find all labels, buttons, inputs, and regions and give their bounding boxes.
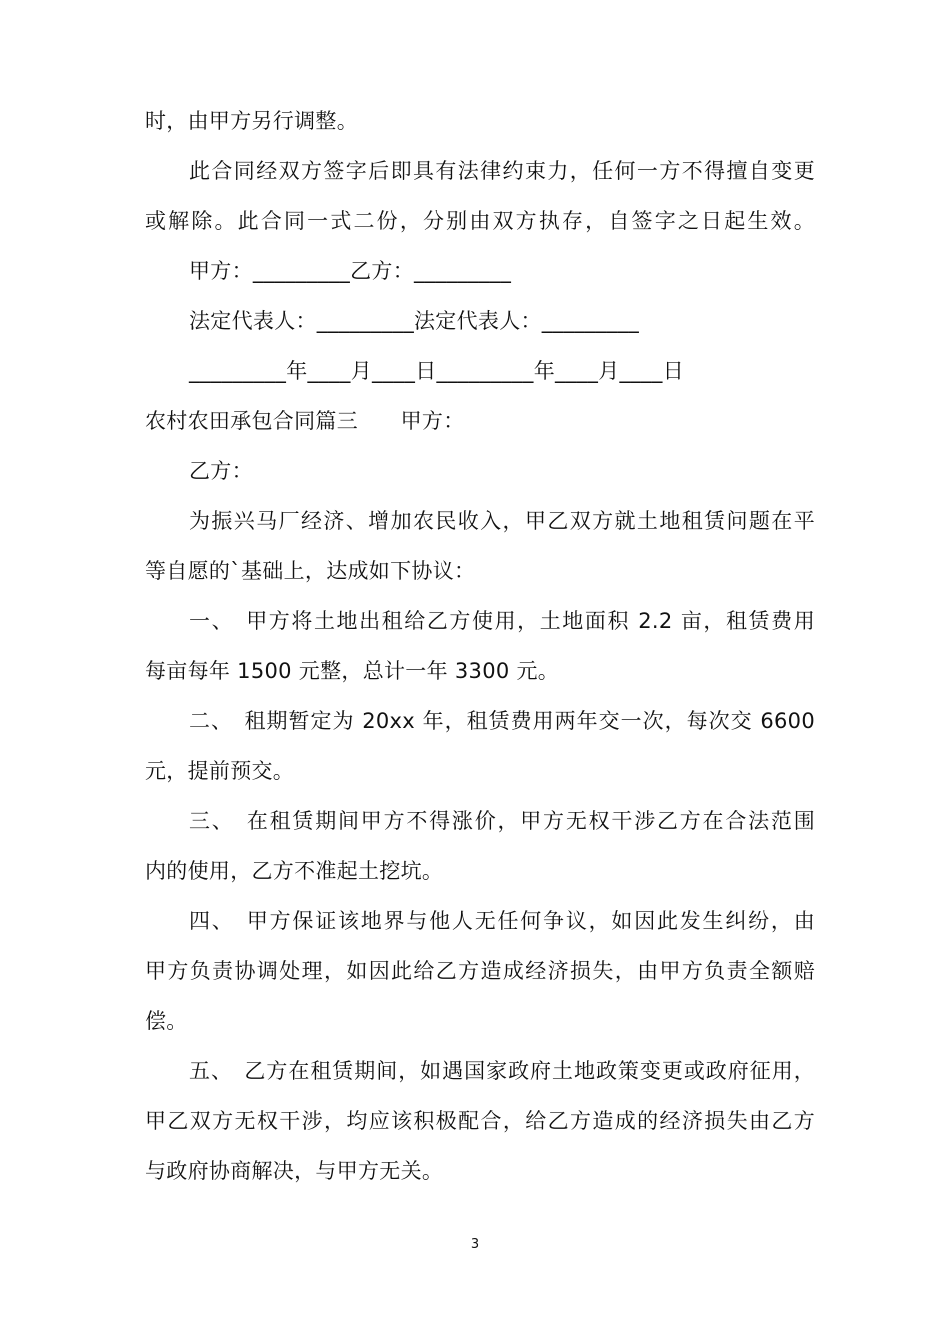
text-line: 与政府协商解决，与甲方无关。 [145, 1159, 444, 1183]
text-line: 为振兴马厂经济、增加农民收入，甲乙双方就土地租赁问题在平 [189, 509, 815, 533]
text-line: 每亩每年 1500 元整，总计一年 3300 元。 [145, 659, 560, 683]
section-heading: 农村农田承包合同篇三 甲方： [145, 409, 465, 433]
signature-line-dates: _________年____月____日_________年____月____日 [189, 359, 684, 383]
text-line: 元，提前预交。 [145, 759, 295, 783]
clause-1: 一、 甲方将土地出租给乙方使用，土地面积 2.2 亩，租赁费用 [189, 609, 815, 633]
clause-5: 五、 乙方在租赁期间，如遇国家政府土地政策变更或政府征用， [189, 1059, 815, 1083]
text-line: 时，由甲方另行调整。 [145, 109, 358, 133]
text-line: 乙方： [189, 459, 253, 483]
clause-3: 三、 在租赁期间甲方不得涨价，甲方无权干涉乙方在合法范围 [189, 809, 815, 833]
text-line: 偿。 [145, 1009, 188, 1033]
text-line: 内的使用，乙方不准起土挖坑。 [145, 859, 444, 883]
text-line: 甲方负责协调处理，如因此给乙方造成经济损失，由甲方负责全额赔 [145, 959, 815, 983]
signature-line-representatives: 法定代表人：_________法定代表人：_________ [189, 309, 639, 333]
text-line: 或解除。此合同一式二份，分别由双方执存，自签字之日起生效。 [145, 209, 815, 233]
text-line: 等自愿的`基础上，达成如下协议： [145, 559, 476, 583]
text-line: 此合同经双方签字后即具有法律约束力，任何一方不得擅自变更 [189, 159, 815, 183]
clause-4: 四、 甲方保证该地界与他人无任何争议，如因此发生纠纷，由 [189, 909, 815, 933]
clause-2: 二、 租期暂定为 20xx 年，租赁费用两年交一次，每次交 6600 [189, 709, 815, 733]
page-number: 3 [470, 1237, 480, 1252]
text-line: 甲乙双方无权干涉，均应该积极配合，给乙方造成的经济损失由乙方 [145, 1109, 815, 1133]
signature-line-parties: 甲方：_________乙方：_________ [189, 259, 512, 283]
